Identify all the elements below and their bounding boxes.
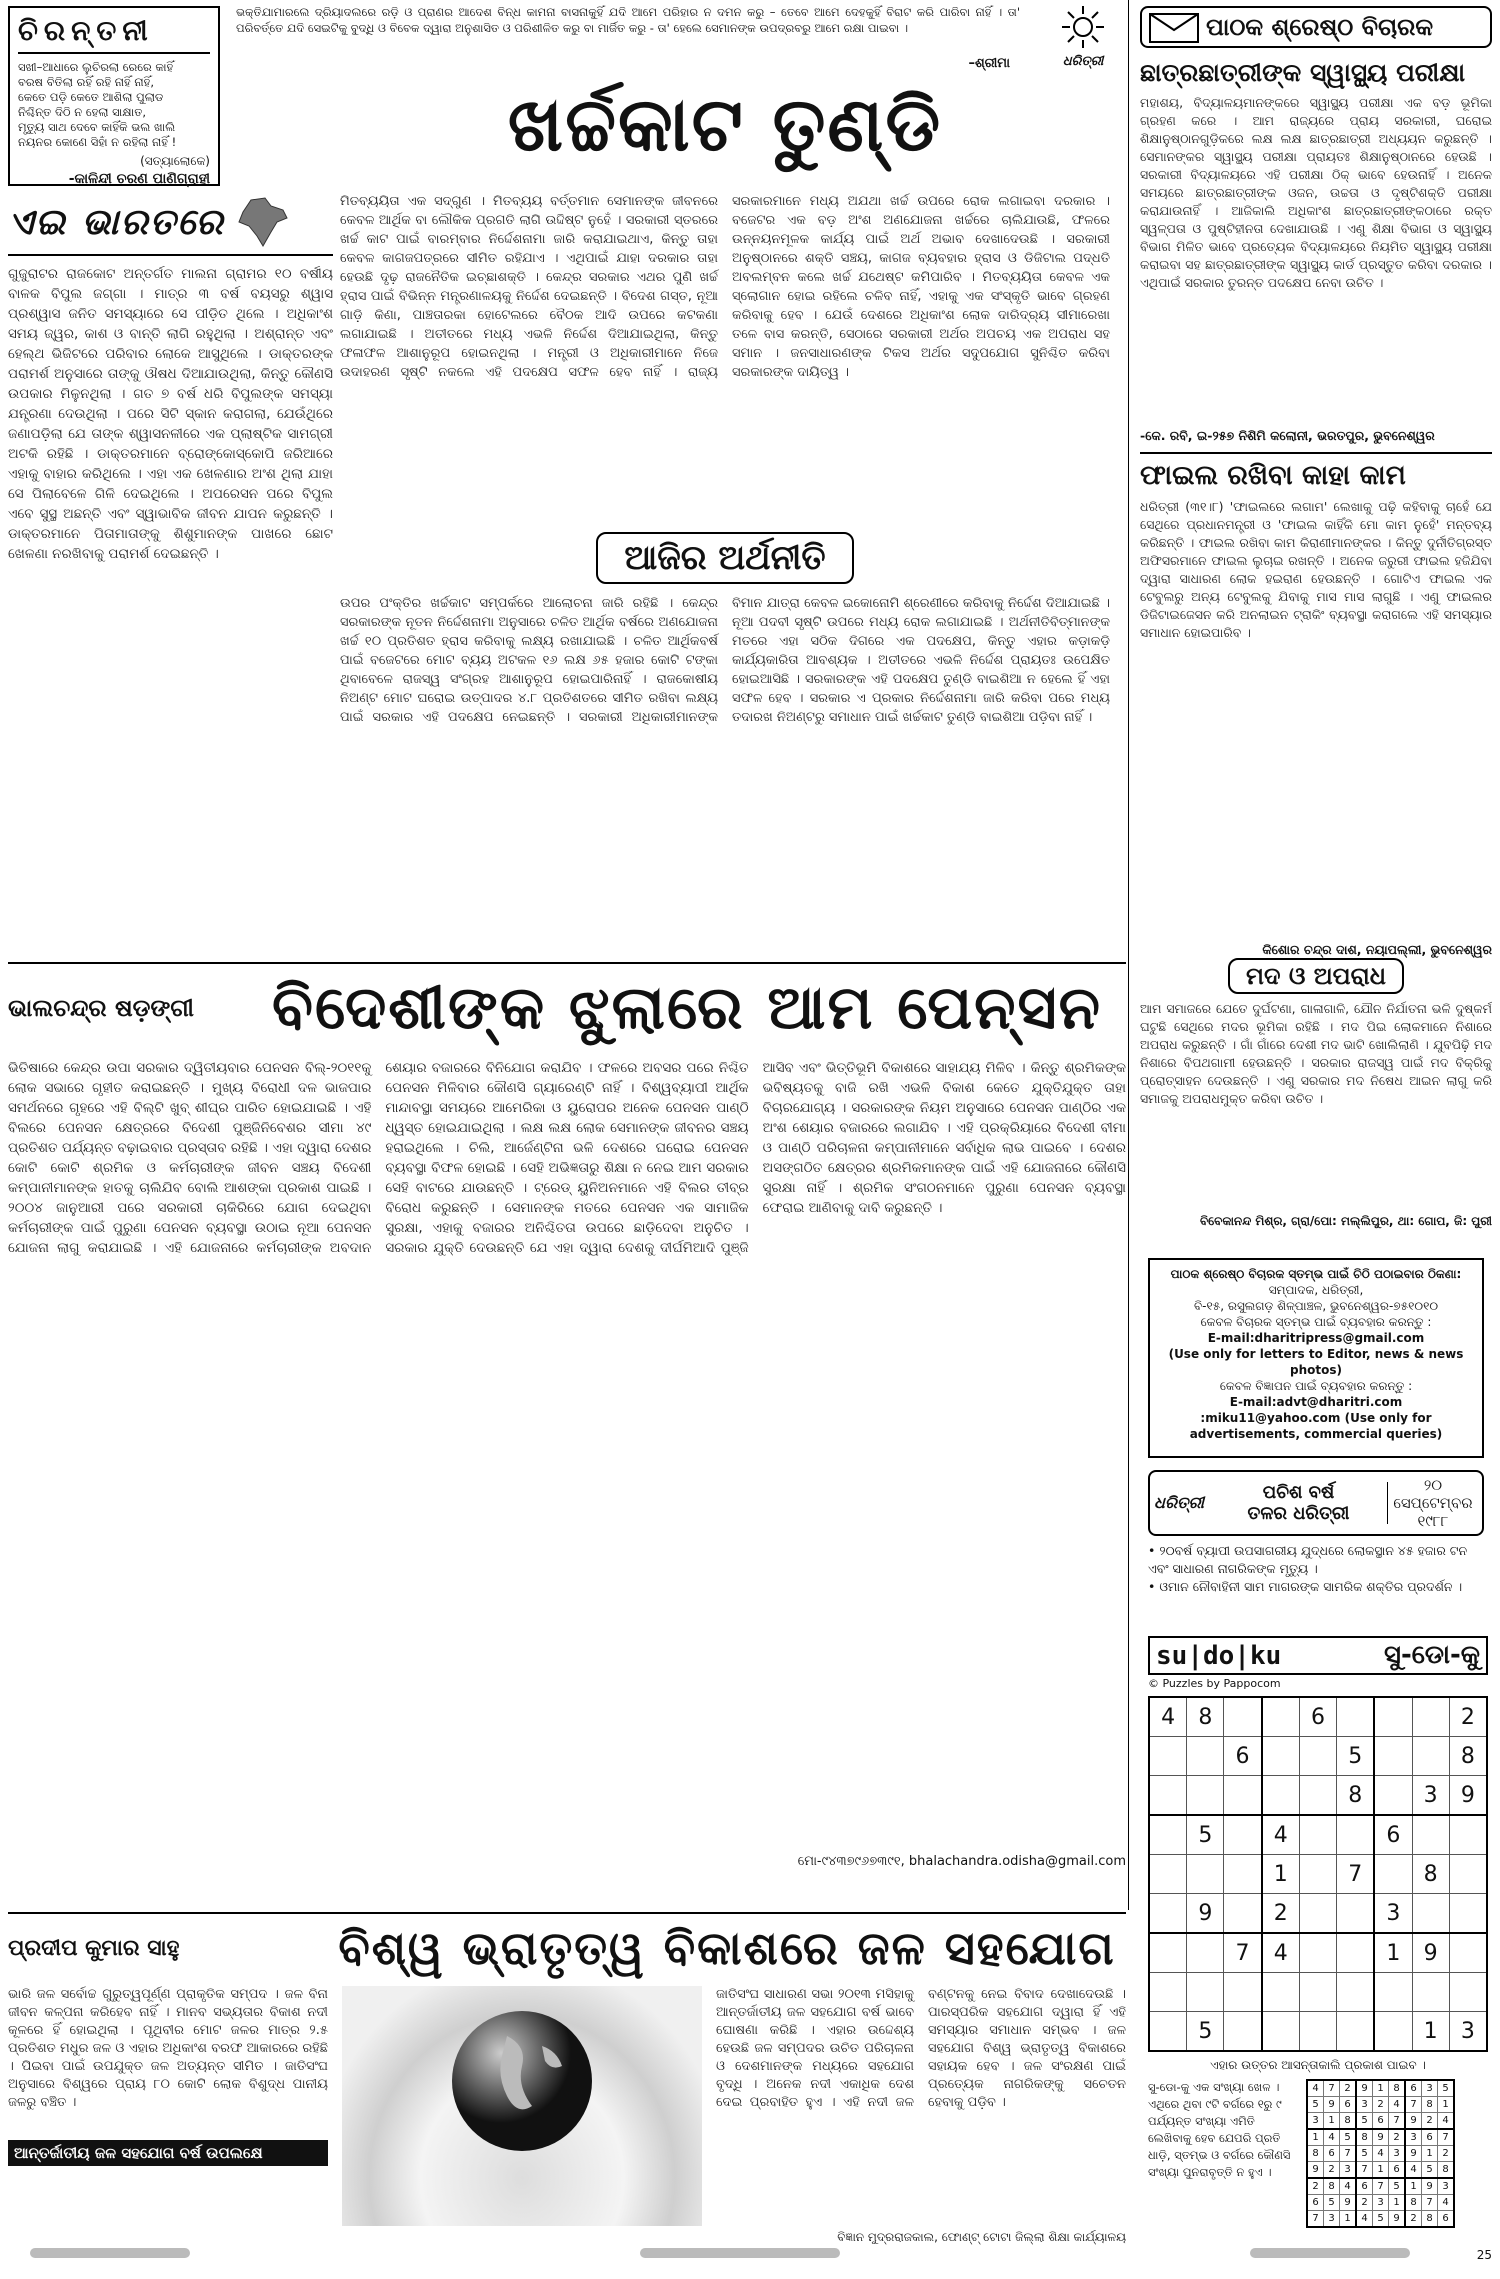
sudoku-answer-cell: 7 [1438,2129,1455,2146]
sudoku-answer-cell: 5 [1438,2080,1455,2097]
sudoku-previous-answer [1306,2079,1455,2228]
sudoku-answer-cell: 1 [1373,2162,1389,2179]
sudoku-answer-cell: 8 [1405,2195,1422,2211]
top-quote-box [236,4,1020,74]
sudoku-answer-cell: 3 [1340,2162,1357,2179]
sudoku-cell[interactable]: 3 [1449,2012,1487,2052]
water-headline: ବିଶ୍ୱ ଭ୍ରାତୃତ୍ୱ ବିକାଶରେ ଜଳ ସହଯୋଗ [338,1921,1116,1975]
sudoku-answer-cell: 2 [1356,2195,1373,2211]
letter3-section [1140,958,1492,1248]
sudoku-cell[interactable] [1224,1973,1262,2012]
sudoku-cell[interactable]: 7 [1337,1855,1375,1894]
sudoku-answer-cell: 6 [1389,2162,1406,2179]
economics-body: ଉପର ପଂକ୍ତିର ଖର୍ଚ୍ଚକାଟ ସମ୍ପର୍କରେ ଆଲୋଚନା ଜାରି ରହିଛି । କେନ୍ଦ୍ର ସରକାରଙ୍କ ନୂତନ ନିର୍ଦ୍ଦେଶନାମା ଅନୁସାରେ ଚଳିତ ଆର୍ଥିକ ବର୍ଷରେ ଅଣଯୋଜନା ଖର୍ଚ୍ଚ ୧୦ ପ୍ରତିଶତ ହ୍ରାସ କରିବାକୁ ଲକ୍ଷ୍ୟ ରଖାଯାଇଛି । ଚଳିତ ଆର୍ଥିକବର୍ଷ ପାଇଁ ବଜେଟରେ ମୋଟ ବ୍ୟୟ ଅଟକଳ ୧୬ ଲକ୍ଷ ୬୫ ହଜାର କୋଟି ଟଙ୍କା ଥିବାବେଳେ ରାଜସ୍ୱ ସଂଗ୍ରହ ଆଶାନୁରୂପ ହୋଇପାରିନାହିଁ । ରାଜକୋଷୀୟ ନିଅଣ୍ଟ ମୋଟ ଘରୋଇ ଉତ୍ପାଦର ୪.୮ ପ୍ରତିଶତରେ ସୀମିତ ରଖିବା ଲକ୍ଷ୍ୟ ପାଇଁ ସରକାର ଏହି ପଦକ୍ଷେପ ନେଇଛନ୍ତି । ସରକାରୀ ଅଧିକାରୀମାନଙ୍କ ବିମାନ ଯାତ୍ରା କେବଳ ଇକୋନୋମି ଶ୍ରେଣୀରେ କରିବାକୁ ନିର୍ଦ୍ଦେଶ ଦିଆଯାଇଛି । ନୂଆ ପଦବୀ ସୃଷ୍ଟି ଉପରେ ମଧ୍ୟ ରୋକ ଲଗାଯାଇଛି । ଅର୍ଥନୀତିବିତ୍ମାନଙ୍କ ମତରେ ଏହା ସଠିକ ଦିଗରେ ଏକ ପଦକ୍ଷେପ, କିନ୍ତୁ ଏହାର କଡ଼ାକଡ଼ି କାର୍ଯ୍ୟକାରିତା ଆବଶ୍ୟକ । ଅତୀତରେ ଏଭଳି ନିର୍ଦ୍ଦେଶ ପ୍ରାୟତଃ ଉପେକ୍ଷିତ ହୋଇଆସିଛି । ସରକାରଙ୍କ ଏହି ପଦକ୍ଷେପ ତୁଣ୍ଡି ବାଇଶିଆ ନ ହେଲେ ହିଁ ଏହା ସଫଳ ହେବ । ସରକାର ଏ ପ୍ରକାର ନିର୍ଦ୍ଦେଶନାମା ଜାରି କରିବା ପରେ ମଧ୍ୟ ତଦାରଖ ନିଅଣ୍ଟରୁ ସମାଧାନ ପାଇଁ ଖର୍ଚ୍ଚକାଟ ତୁଣ୍ଡି ବାଇଶିଆ ପଡ଼ିବା ନାହିଁ । [340,596,1110,725]
sudoku-answer-cell: 4 [1324,2129,1340,2146]
sudoku-answer-cell: 7 [1405,2097,1422,2113]
sudoku-cell[interactable] [1412,1737,1449,1776]
sudoku-cell[interactable] [1299,1815,1336,1855]
sudoku-cell[interactable]: 5 [1337,1737,1375,1776]
sudoku-logo: su|do|ku [1156,1640,1282,1671]
sudoku-answer-cell: 3 [1438,2178,1455,2195]
sudoku-cell[interactable] [1149,1894,1187,1934]
sudoku-answer-cell: 8 [1389,2080,1406,2097]
sudoku-cell[interactable]: 1 [1412,2012,1449,2052]
sudoku-cell[interactable] [1149,1855,1187,1894]
sudoku-answer-cell: 4 [1438,2113,1455,2130]
twentyfive-years-section [1148,1470,1484,1630]
sudoku-answer-cell: 4 [1389,2097,1406,2113]
sudoku-answer-cell: 1 [1405,2178,1422,2195]
reader-title: ପାଠକ ଶ୍ରେଷ୍ଠ ବିଚାରକ [1206,13,1434,41]
sudoku-answer-cell: 9 [1340,2195,1357,2211]
sudoku-answer-cell: 1 [1389,2195,1406,2211]
sudoku-cell[interactable] [1299,1776,1336,1816]
sudoku-answer-cell: 3 [1356,2097,1373,2113]
water-subhead: ଆନ୍ତର୍ଜାତୀୟ ଜଳ ସହଯୋଗ ବର୍ଷ ଉପଲକ୍ଷେ [8,2140,328,2166]
email-advt-link[interactable]: E-mail:advt@dharitri.com [1229,1395,1403,1409]
letter3-author: ବିବେକାନନ୍ଦ ମିଶ୍ର, ଗ୍ରା/ପୋ: ମଲ୍ଲିପୁର, ଥା: ଗୋପ, ଜି: ପୁରୀ [1199,1214,1492,1228]
sudoku-cell[interactable] [1187,1973,1224,2012]
sudoku-answer-cell: 8 [1307,2146,1324,2162]
water-body-left: ଭାରି ଜଳ ସର୍ବୋଚ୍ଚ ଗୁରୁତ୍ୱପୂର୍ଣ୍ଣ ପ୍ରାକୃତିକ ସମ୍ପଦ । ଜଳ ବିନା ଜୀବନ କଳ୍ପନା କରିହେବ ନାହିଁ । ମାନବ ସଭ୍ୟତାର ବିକାଶ ନଦୀ କୂଳରେ ହିଁ ହୋଇଥିଲା । ପୃଥିବୀର ମୋଟ ଜଳର ମାତ୍ର ୨.୫ ପ୍ରତିଶତ ମଧୁର ଜଳ ଓ ଏହାର ଅଧିକାଂଶ ବରଫ ଆକାରରେ ରହିଛି । ପିଇବା ପାଇଁ ଉପଯୁକ୍ତ ଜଳ ଅତ୍ୟନ୍ତ ସୀମିତ । ଜାତିସଂଘ ଅନୁସାରେ ବିଶ୍ୱରେ ପ୍ରାୟ ୮୦ କୋଟି ଲୋକ ବିଶୁଦ୍ଧ ପାନୀୟ ଜଳରୁ ବଞ୍ଚିତ । [8,1987,328,2110]
sudoku-cell[interactable] [1337,1697,1375,1737]
letter1-author: -କେ. ରବି, ଇ-୨୫୭ ନିଶିମି କଲୋନୀ, ଭରତପୁର, ଭୁବନେଶ୍ୱର [1140,428,1435,443]
email-editor-link[interactable]: E-mail:dharitripress@gmail.com [1207,1331,1425,1345]
letter1-heading: ଛାତ୍ରଛାତ୍ରୀଙ୍କ ସ୍ୱାସ୍ଥ୍ୟ ପରୀକ୍ଷା [1140,58,1466,87]
top-quote-author: –ଶ୍ରୀମା [968,56,1010,71]
sudoku-answer-cell: 2 [1324,2162,1340,2179]
sudoku-cell[interactable] [1374,1973,1412,2012]
sudoku-answer-cell: 2 [1307,2178,1324,2195]
letter2-heading: ଫାଇଲ ରଖିବା କାହା କାମ [1140,452,1492,492]
sudoku-answer-cell: 5 [1356,2146,1373,2162]
sudoku-credit: © Puzzles by Pappocom [1148,1677,1281,1690]
sudoku-answer-cell: 4 [1340,2178,1357,2195]
sudoku-answer-cell: 6 [1405,2080,1422,2097]
editorial-section [340,80,1110,960]
address-box [1148,1258,1484,1458]
sudoku-cell[interactable]: 6 [1374,1815,1412,1855]
sudoku-cell[interactable] [1412,1697,1449,1737]
sudoku-cell[interactable]: 4 [1262,1933,1300,1973]
sudoku-grid[interactable] [1148,1696,1488,2052]
sudoku-answer-cell: 8 [1422,2097,1438,2113]
sudoku-cell[interactable] [1149,1815,1187,1855]
sudoku-cell[interactable]: 4 [1149,1697,1187,1737]
sudoku-answer-cell: 5 [1307,2097,1324,2113]
sudoku-cell[interactable] [1262,1776,1300,1816]
twentyfive-logo: ଧରିତ୍ରୀ [1154,1493,1204,1512]
sudoku-answer-cell: 7 [1356,2162,1373,2179]
sudoku-cell[interactable] [1412,1894,1449,1934]
sudoku-answer-note: ଏହାର ଉତ୍ତର ଆସନ୍ତାକାଲି ପ୍ରକାଶ ପାଇବ । [1210,2058,1426,2072]
sudoku-answer-cell: 1 [1324,2113,1340,2130]
sudoku-cell[interactable]: 1 [1374,1933,1412,1973]
sudoku-answer-cell: 4 [1438,2195,1455,2211]
pension-body: ଭିତିଷାରେ କେନ୍ଦ୍ର ଉପା ସରକାର ଦ୍ୱିତୀୟବାର ପେନସନ ବିଲ୍-୨୦୧୧କୁ ଲୋକ ସଭାରେ ଗୃହୀତ କରାଇଛନ୍ତି । ମୁଖ୍ୟ ବିରୋଧୀ ଦଳ ଭାଜପାର ସମର୍ଥନରେ ଗୃହରେ ଏହି ବିଲ୍ଟି ଖୁବ୍ ଶୀଘ୍ର ପାରିତ ହୋଇଯାଇଛି । ଏହି ବିଲରେ ପେନସନ କ୍ଷେତ୍ରରେ ବିଦେଶୀ ପୁଞ୍ଜିନିବେଶର ସୀମା ୪୯ ପ୍ରତିଶତ ପର୍ଯ୍ୟନ୍ତ ବଢ଼ାଇବାର ପ୍ରସ୍ତାବ ରହିଛି । ଏହା ଦ୍ୱାରା ଦେଶର କୋଟି କୋଟି ଶ୍ରମିକ ଓ କର୍ମଚାରୀଙ୍କ ଜୀବନ ସଞ୍ଚୟ ବିଦେଶୀ କମ୍ପାନୀମାନଙ୍କ ହାତକୁ ଚାଲିଯିବ ବୋଲି ଆଶଙ୍କା ପ୍ରକାଶ ପାଇଛି । ୨୦୦୪ ଜାନୁଆରୀ ପରେ ସରକାରୀ ଚାକିରିରେ ଯୋଗ ଦେଇଥିବା କର୍ମଚାରୀଙ୍କ ପାଇଁ ପୁରୁଣା ପେନସନ ବ୍ୟବସ୍ଥା ଉଠାଇ ନୂଆ ପେନସନ ଯୋଜନା ଲାଗୁ କରାଯାଇଛି । ଏହି ଯୋଜନାରେ କର୍ମଚାରୀଙ୍କ ଅବଦାନ ଶେୟାର ବଜାରରେ ବିନିଯୋଗ କରାଯିବ । ଫଳରେ ଅବସର ପରେ ନିଶ୍ଚିତ ପେନସନ ମିଳିବାର କୌଣସି ଗ୍ୟାରେଣ୍ଟି ନାହିଁ । ବିଶ୍ୱବ୍ୟାପୀ ଆର୍ଥିକ ମାନ୍ଦାବସ୍ଥା ସମୟରେ ଆମେରିକା ଓ ୟୁରୋପର ଅନେକ ପେନସନ ପାଣ୍ଠି ଧ୍ୱସ୍ତ ହୋଇଯାଇଥିଲା । ଲକ୍ଷ ଲକ୍ଷ ଲୋକ ସେମାନଙ୍କ ଜୀବନର ସଞ୍ଚୟ ହରାଇଥିଲେ । ଚିଲି, ଆର୍ଜେଣ୍ଟିନା ଭଳି ଦେଶରେ ଘରୋଇ ପେନସନ ବ୍ୟବସ୍ଥା ବିଫଳ ହୋଇଛି । ସେହି ଅଭିଜ୍ଞତାରୁ ଶିକ୍ଷା ନ ନେଇ ଆମ ସରକାର ସେହି ବାଟରେ ଯାଉଛନ୍ତି । ଟ୍ରେଡ୍ ୟୁନିଅନମାନେ ଏହି ବିଲର ତୀବ୍ର ବିରୋଧ କରୁଛନ୍ତି । ସେମାନଙ୍କ ମତରେ ପେନସନ ଏକ ସାମାଜିକ ସୁରକ୍ଷା, ଏହାକୁ ବଜାରର ଅନିଶ୍ଚିତତା ଉପରେ ଛାଡ଼ିଦେବା ଅନୁଚିତ । ସରକାର ଯୁକ୍ତି ଦେଉଛନ୍ତି ଯେ ଏହା ଦ୍ୱାରା ଦେଶକୁ ଦୀର୍ଘମିଆଦି ପୁଞ୍ଜି ଆସିବ ଏବଂ ଭିତ୍ତିଭୂମି ବିକାଶରେ ସାହାଯ୍ୟ ମିଳିବ । କିନ୍ତୁ ଶ୍ରମିକଙ୍କ ଭବିଷ୍ୟତକୁ ବାଜି ରଖି ଏଭଳି ବିକାଶ କେତେ ଯୁକ୍ତିଯୁକ୍ତ ତାହା ବିଚାରଯୋଗ୍ୟ । ସରକାରଙ୍କ ନିୟମ ଅନୁସାରେ ପେନସନ ପାଣ୍ଠିର ଏକ ଅଂଶ ଶେୟାର ବଜାରରେ ଲଗାଯିବ । ଏହି ପ୍ରକ୍ରିୟାରେ ବିଦେଶୀ ବୀମା ଓ ପାଣ୍ଠି ପରିଚାଳନା କମ୍ପାନୀମାନେ ସର୍ବାଧିକ ଲାଭ ପାଇବେ । ଦେଶର ଅସଙ୍ଗଠିତ କ୍ଷେତ୍ରର ଶ୍ରମିକମାନଙ୍କ ପାଇଁ ଏହି ଯୋଜନାରେ କୌଣସି ସୁରକ୍ଷା ନାହିଁ । ଶ୍ରମିକ ସଂଗଠନମାନେ ପୁରୁଣା ପେନସନ ବ୍ୟବସ୍ଥା ଫେରାଇ ଆଣିବାକୁ ଦାବି କରୁଛନ୍ତି । [8,1060,1126,1256]
sudoku-cell[interactable]: 8 [1412,1855,1449,1894]
chirantani-poem: ସଖୀ–ଆଧାରେ ଲୁଚିରଲା ରେରେ କାହିଁ ବରଷ ବିତିଲା ରହିଁ ରହି ନାହିଁ ନାହିଁ, କେତେ ପଡ଼ି କେତେ ଆଶିଲା ପୁଲାଡ ନିଶ୍ଚିନ୍ତ ଦିଠି ନ ହେଲା ସାକ୍ଷାତ, ମୃତ୍ୟୁ ସାଥ ଦେବେ କାହିଁକି ଭଲ ଖାଲି ନୟନର କୋଣେ ସିହାଁ ନ ରହିଲା ନାହିଁ ! [18,60,177,149]
address-line1: ପାଠକ ଶ୍ରେଷ୍ଠ ବିଚାରକ ସ୍ତମ୍ଭ ପାଇଁ ଚିଠି ପଠାଇବାର ଠିକଣା: [1170,1267,1462,1281]
sudoku-cell[interactable]: 8 [1187,1697,1224,1737]
water-contact: ବିଜ୍ଞାନ ମୁଦ୍ରରାଜକାଲ, ଫୋଣ୍ଟ୍ ଟୋଟା ଜିଲ୍ଲା ଶିକ୍ଷା କାର୍ଯ୍ୟାଳୟ [837,2230,1126,2244]
sudoku-cell[interactable]: 8 [1337,1776,1375,1816]
letter1-body: ମହାଶୟ, ବିଦ୍ୟାଳୟମାନଙ୍କରେ ସ୍ୱାସ୍ଥ୍ୟ ପରୀକ୍ଷା ଏକ ବଡ଼ ଭୂମିକା ଗ୍ରହଣ କରେ । ଆମ ରାଜ୍ୟରେ ପ୍ରାୟ ସରକାରୀ, ଘରୋଇ ଶିକ୍ଷାନୁଷ୍ଠାନଗୁଡ଼ିକରେ ଲକ୍ଷ ଲକ୍ଷ ଛାତ୍ରଛାତ୍ରୀ ଅଧ୍ୟୟନ କରୁଛନ୍ତି । ସେମାନଙ୍କର ସ୍ୱାସ୍ଥ୍ୟ ପରୀକ୍ଷା ପ୍ରାୟତଃ ଶିକ୍ଷାନୁଷ୍ଠାନରେ ହେଉଛି । ସରକାରୀ ବିଦ୍ୟାଳୟରେ ଏହି ପରୀକ୍ଷା ଠିକ୍ ଭାବେ ହେଉନାହିଁ । ଅନେକ ସମୟରେ ଛାତ୍ରଛାତ୍ରୀଙ୍କ ଓଜନ, ଉଚ୍ଚତା ଓ ଦୃଷ୍ଟିଶକ୍ତି ପରୀକ୍ଷା କରାଯାଉନାହିଁ । ଆଜିକାଲି ଅଧିକାଂଶ ଛାତ୍ରଛାତ୍ରୀଙ୍କଠାରେ ରକ୍ତ ସ୍ୱଳ୍ପତା ଓ ପୁଷ୍ଟିହୀନତା ଦେଖାଯାଉଛି । ଏଣୁ ଶିକ୍ଷା ବିଭାଗ ଓ ସ୍ୱାସ୍ଥ୍ୟ ବିଭାଗ ମିଳିତ ଭାବେ ପ୍ରତ୍ୟେକ ବିଦ୍ୟାଳୟରେ ନିୟମିତ ସ୍ୱାସ୍ଥ୍ୟ ପରୀକ୍ଷା କରାଇବା ସହ ଛାତ୍ରଛାତ୍ରୀଙ୍କ ସ୍ୱାସ୍ଥ୍ୟ କାର୍ଡ ପ୍ରସ୍ତୁତ କରିବା ଦରକାର । ଏଥିପାଇଁ ସରକାର ତୁରନ୍ତ ପଦକ୍ଷେପ ନେବା ଉଚିତ । [1140,95,1492,290]
chirantani-title: ଚିରନ୍ତନୀ [18,14,210,54]
sudoku-answer-cell: 6 [1373,2113,1389,2130]
sudoku-cell[interactable] [1449,1815,1487,1855]
editorial-body: ମିତବ୍ୟୟିତା ଏକ ସଦ୍ଗୁଣ । ମିତବ୍ୟୟ ବର୍ତ୍ତମାନ ସେମାନଙ୍କ ଜୀବନରେ କେବଳ ଆର୍ଥିକ ବା ଲୌକିକ ପ୍ରଗତି ଲାଗି ଉଦ୍ଦିଷ୍ଟ ନୁହେଁ । ସରକାରୀ ସ୍ତରରେ ଖର୍ଚ୍ଚ କାଟ ପାଇଁ ବାରମ୍ବାର ନିର୍ଦ୍ଦେଶନାମା ଜାରି କରାଯାଇଥାଏ, କିନ୍ତୁ ତାହା କେବଳ କାଗଜପତ୍ରରେ ସୀମିତ ରହିଯାଏ । ଏଥିପାଇଁ ଯାହା ଦରକାର ତାହା ହେଉଛି ଦୃଢ଼ ରାଜନୈତିକ ଇଚ୍ଛାଶକ୍ତି । କେନ୍ଦ୍ର ସରକାର ଏଥର ପୁଣି ଖର୍ଚ୍ଚ ହ୍ରାସ ପାଇଁ ବିଭିନ୍ନ ମନ୍ତ୍ରଣାଳୟକୁ ନିର୍ଦ୍ଦେଶ ଦେଇଛନ୍ତି । ବିଦେଶ ଗସ୍ତ, ନୂଆ ଗାଡ଼ି କିଣା, ପାଞ୍ଚତାରକା ହୋଟେଲରେ ବୈଠକ ଆଦି ଉପରେ କଟକଣା ଲଗାଯାଇଛି । ଅତୀତରେ ମଧ୍ୟ ଏଭଳି ନିର୍ଦ୍ଦେଶ ଦିଆଯାଇଥିଲା, କିନ୍ତୁ ଫଳାଫଳ ଆଶାନୁରୂପ ହୋଇନଥିଲା । ମନ୍ତ୍ରୀ ଓ ଅଧିକାରୀମାନେ ନିଜେ ଉଦାହରଣ ସୃଷ୍ଟି ନକଲେ ଏହି ପଦକ୍ଷେପ ସଫଳ ହେବ ନାହିଁ । ରାଜ୍ୟ ସରକାରମାନେ ମଧ୍ୟ ଅଯଥା ଖର୍ଚ୍ଚ ଉପରେ ରୋକ ଲଗାଇବା ଦରକାର । ବଜେଟର ଏକ ବଡ଼ ଅଂଶ ଅଣଯୋଜନା ଖର୍ଚ୍ଚରେ ଚାଲିଯାଉଛି, ଫଳରେ ଉନ୍ନୟନମୂଳକ କାର୍ଯ୍ୟ ପାଇଁ ଅର୍ଥ ଅଭାବ ଦେଖାଦେଉଛି । ସରକାରୀ ଅନୁଷ୍ଠାନରେ ଶକ୍ତି ସଞ୍ଚୟ, କାଗଜ ବ୍ୟବହାର ହ୍ରାସ ଓ ଡିଜିଟାଲ ପଦ୍ଧତି ଅବଲମ୍ବନ କଲେ ଖର୍ଚ୍ଚ ଯଥେଷ୍ଟ କମିପାରିବ । ମିତବ୍ୟୟିତା କେବଳ ଏକ ସ୍ଲୋଗାନ ହୋଇ ରହିଲେ ଚଳିବ ନାହିଁ, ଏହାକୁ ଏକ ସଂସ୍କୃତି ଭାବେ ଗ୍ରହଣ କରିବାକୁ ହେବ । ଯେଉଁ ଦେଶରେ ଅଧିକାଂଶ ଲୋକ ଦାରିଦ୍ର୍ୟ ସୀମାରେଖା ତଳେ ବାସ କରନ୍ତି, ସେଠାରେ ସରକାରୀ ଅର୍ଥର ଅପଚୟ ଏକ ଅପରାଧ ସହ ସମାନ । ଜନସାଧାରଣଙ୍କ ଟିକସ ଅର୍ଥର ସଦୁପଯୋଗ ସୁନିଶ୍ଚିତ କରିବା ସରକାରଙ୍କ ଦାୟିତ୍ୱ । [340,194,1110,380]
sudoku-answer-cell: 3 [1324,2211,1340,2228]
sudoku-answer-cell: 9 [1389,2211,1406,2228]
sudoku-answer-cell: 9 [1307,2162,1324,2179]
sudoku-cell[interactable]: 6 [1224,1737,1262,1776]
globe-water-image [342,1986,702,2226]
sudoku-cell[interactable]: 4 [1262,1815,1300,1855]
editorial-headline: ଖର୍ଚ୍ଚକାଟ ତୁଣ୍ଡି [507,82,943,168]
sudoku-section [1148,1636,1488,2236]
sudoku-cell[interactable] [1374,1855,1412,1894]
sudoku-answer-cell: 9 [1373,2129,1389,2146]
email-advt-alt-link[interactable]: :miku11@yahoo.com (Use only for advertisements, commercial queries) [1189,1411,1443,1441]
sudoku-cell[interactable]: 1 [1262,1855,1300,1894]
water-author: ପ୍ରଦୀପ କୁମାର ସାହୁ [8,1935,180,1961]
sudoku-answer-cell: 3 [1389,2146,1406,2162]
sudoku-cell[interactable] [1224,2012,1262,2052]
sudoku-cell[interactable]: 5 [1187,1815,1224,1855]
sudoku-cell[interactable] [1299,1737,1336,1776]
sudoku-answer-cell: 8 [1438,2162,1455,2179]
sudoku-cell[interactable] [1449,1855,1487,1894]
sudoku-cell[interactable]: 9 [1187,1894,1224,1934]
sudoku-answer-cell: 5 [1422,2162,1438,2179]
footer-bar-mid [640,2248,840,2258]
pension-author: ଭାଲଚନ୍ଦ୍ର ଷଡ଼ଙ୍ଗୀ [8,994,194,1022]
address-line5: କେବଳ ବିଜ୍ଞାପନ ପାଇଁ ବ୍ୟବହାର କରନ୍ତୁ : [1219,1379,1413,1393]
sudoku-cell[interactable] [1299,1933,1336,1973]
sudoku-cell[interactable] [1299,1855,1336,1894]
sudoku-answer-cell: 8 [1340,2113,1357,2130]
footer-bar-right [1250,2248,1410,2258]
sudoku-cell[interactable] [1224,1894,1262,1934]
pension-section [8,968,1126,1908]
sudoku-cell[interactable] [1149,1973,1187,2012]
sudoku-answer-cell: 6 [1356,2178,1373,2195]
water-section [8,1918,1126,2258]
sudoku-cell[interactable] [1224,1815,1262,1855]
sudoku-answer-cell: 8 [1422,2211,1438,2228]
sudoku-cell[interactable] [1299,1894,1336,1934]
sudoku-answer-cell: 9 [1405,2146,1422,2162]
sudoku-cell[interactable] [1374,1737,1412,1776]
sudoku-cell[interactable] [1262,1697,1300,1737]
sudoku-cell[interactable] [1449,1894,1487,1934]
sudoku-cell[interactable]: 2 [1449,1697,1487,1737]
sudoku-answer-cell: 6 [1324,2146,1340,2162]
sudoku-answer-cell: 6 [1438,2211,1455,2228]
sudoku-cell[interactable] [1187,1855,1224,1894]
address-line2: ସମ୍ପାଦକ, ଧରିତ୍ରୀ, [1268,1283,1364,1297]
address-line3: ବି-୧୫, ରସୁଲଗଡ଼ ଶିଳ୍ପାଞ୍ଚଳ, ଭୁବନେଶ୍ୱର-୭୫୧୦୧୦ [1193,1299,1439,1313]
water-body-right: ଜାତିସଂଘ ସାଧାରଣ ସଭା ୨୦୧୩ ମସିହାକୁ ଆନ୍ତର୍ଜାତୀୟ ଜଳ ସହଯୋଗ ବର୍ଷ ଭାବେ ଘୋଷଣା କରିଛି । ଏହାର ଉଦ୍ଦେଶ୍ୟ ହେଉଛି ଜଳ ସମ୍ପଦର ଉଚିତ ପରିଚାଳନା ଓ ଦେଶମାନଙ୍କ ମଧ୍ୟରେ ସହଯୋଗ ବୃଦ୍ଧି । ଅନେକ ନଦୀ ଏକାଧିକ ଦେଶ ଦେଇ ପ୍ରବାହିତ ହୁଏ । ଏହି ନଦୀ ଜଳ ବଣ୍ଟନକୁ ନେଇ ବିବାଦ ଦେଖାଦେଉଛି । ପାରସ୍ପରିକ ସହଯୋଗ ଦ୍ୱାରା ହିଁ ଏହି ସମସ୍ୟାର ସମାଧାନ ସମ୍ଭବ । ଜଳ ସହଯୋଗ ବିଶ୍ୱ ଭ୍ରାତୃତ୍ୱ ବିକାଶରେ ସହାୟକ ହେବ । ଜଳ ସଂରକ୍ଷଣ ପାଇଁ ପ୍ରତ୍ୟେକ ନାଗରିକଙ୍କୁ ସଚେତନ ହେବାକୁ ପଡ଼ିବ । [716,1987,1126,2110]
sudoku-answer-cell: 2 [1373,2097,1389,2113]
sudoku-answer-cell: 4 [1307,2080,1324,2097]
footer-bar-left [30,2248,190,2258]
sudoku-answer-cell: 9 [1405,2113,1422,2130]
sudoku-answer-cell: 8 [1324,2178,1340,2195]
letter3-heading: ମଦ ଓ ଅପରାଧ [1228,958,1404,994]
sudoku-cell[interactable] [1337,1973,1375,2012]
sudoku-cell[interactable] [1449,1933,1487,1973]
sudoku-answer-cell: 2 [1405,2211,1422,2228]
sudoku-cell[interactable] [1374,1697,1412,1737]
sudoku-answer-cell: 9 [1356,2080,1373,2097]
sudoku-cell[interactable] [1337,1894,1375,1934]
sudoku-cell[interactable] [1149,1933,1187,1973]
masthead-logo-text: ଧରିତ୍ରୀ [1062,54,1104,69]
sudoku-answer-cell: 4 [1373,2146,1389,2162]
sudoku-answer-cell: 3 [1373,2195,1389,2211]
sudoku-answer-cell: 5 [1356,2113,1373,2130]
sudoku-answer-cell: 2 [1340,2080,1357,2097]
sudoku-cell[interactable] [1224,1776,1262,1816]
sudoku-cell[interactable] [1412,1815,1449,1855]
economics-title: ଆଜିର ଅର୍ଥନୀତି [596,532,853,584]
sudoku-cell[interactable] [1299,2012,1336,2052]
address-line4: କେବଳ ବିଚାରକ ସ୍ତମ୍ଭ ପାଇଁ ବ୍ୟବହାର କରନ୍ତୁ : [1200,1315,1432,1329]
bharat-body: ଗୁଜୁରାଟର ରାଜକୋଟ ଅନ୍ତର୍ଗତ ମାଲନା ଗ୍ରାମର ୧୦ ବର୍ଷୀୟ ବାଳକ ବିପୁଲ ଜଗ୍ଗା । ମାତ୍ର ୩ ବର୍ଷ ବୟସରୁ ଶ୍ୱାସ ପ୍ରଶ୍ୱାସ ଜନିତ ସମସ୍ୟାରେ ସେ ପୀଡ଼ିତ ଥିଲେ । ଅଧିକାଂଶ ସମୟ ଜ୍ୱର, କାଶ ଓ ବାନ୍ତି ଲାଗି ରହୁଥିଲା । ଅଶ୍ରାନ୍ତ ଏବଂ ହେଲ୍ଥ ଭିଜିଟରେ ପରିବାର ଲୋକେ ଆସୁଥିଲେ । ଡାକ୍ତରଙ୍କ ପରାମର୍ଶ ଅନୁସାରେ ତାଙ୍କୁ ଔଷଧ ଦିଆଯାଉଥିଲା, କିନ୍ତୁ କୌଣସି ଉପକାର ମିଳୁନଥିଲା । ଗତ ୭ ବର୍ଷ ଧରି ବିପୁଲଙ୍କ ସମସ୍ୟା ଯନ୍ତ୍ରଣା ଦେଉଥିଲା । ପରେ ସିଟି ସ୍କାନ କରାଗଲା, ଯେଉଁଥିରେ ଜଣାପଡ଼ିଲା ଯେ ତାଙ୍କ ଶ୍ୱାସନଳୀରେ ଏକ ପ୍ଲାଷ୍ଟିକ ସାମଗ୍ରୀ ଅଟକି ରହିଛି । ଡାକ୍ତରମାନେ ବ୍ରୋଙ୍କୋସ୍କୋପି ଜରିଆରେ ଏହାକୁ ବାହାର କରିଥିଲେ । ଏହା ଏକ ଖେଳଣାର ଅଂଶ ଥିଲା ଯାହା ସେ ପିଲାବେଳେ ଗିଳି ଦେଇଥିଲେ । ଅପରେସନ ପରେ ବିପୁଲ ଏବେ ସୁସ୍ଥ ଅଛନ୍ତି ଏବଂ ସ୍ୱାଭାବିକ ଜୀବନ ଯାପନ କରୁଛନ୍ତି । ଡାକ୍ତରମାନେ ପିତାମାତାଙ୍କୁ ଶିଶୁମାନଙ୍କ ପାଖରେ ଛୋଟ ଖେଳଣା ନରଖିବାକୁ ପରାମର୍ଶ ଦେଇଛନ୍ତି । [8,266,333,562]
sudoku-answer-cell: 5 [1389,2178,1406,2195]
sudoku-cell[interactable] [1337,2012,1375,2052]
sudoku-answer-cell: 1 [1422,2146,1438,2162]
pension-headline: ବିଦେଶୀଙ୍କ ଝୁଲାରେ ଆମ ପେନ୍‌ସନ [272,973,1102,1043]
sudoku-cell[interactable] [1262,1973,1300,2012]
chirantani-author: -କାଳିନ୍ଦୀ ଚରଣ ପାଣିଗ୍ରାହୀ [68,171,210,187]
sudoku-answer-cell: 6 [1422,2129,1438,2146]
sudoku-cell[interactable] [1337,1933,1375,1973]
email-editor-note: (Use only for letters to Editor, news & news photos) [1168,1347,1464,1377]
letter3-body: ଆମ ସମାଜରେ ଯେତେ ଦୁର୍ଘଟଣା, ଗାଳାଗାଳି, ଯୌନ ନିର୍ଯାତନା ଭଳି ଦୁଷ୍କର୍ମ ଘଟୁଛି ସେଥିରେ ମଦର ଭୂମିକା ରହିଛି । ମଦ ପିଇ ଲୋକମାନେ ନିଶାରେ ଅପରାଧ କରୁଛନ୍ତି । ଗାଁ ଗାଁରେ ଦେଶୀ ମଦ ଭାଟି ଖୋଲିଲାଣି । ଯୁବପିଢ଼ି ମଦ ନିଶାରେ ବିପଥଗାମୀ ହେଉଛନ୍ତି । ସରକାର ରାଜସ୍ୱ ପାଇଁ ମଦ ବିକ୍ରିକୁ ପ୍ରୋତ୍ସାହନ ଦେଉଛନ୍ତି । ଏଣୁ ସରକାର ମଦ ନିଷେଧ ଆଇନ ଲାଗୁ କରି ସମାଜକୁ ଅପରାଧମୁକ୍ତ କରିବା ଉଚିତ । [1140,1001,1492,1106]
sudoku-answer-cell: 7 [1307,2211,1324,2228]
twentyfive-item1: • ୨୦ବର୍ଷ ବ୍ୟାପୀ ଉପସାଗରୀୟ ଯୁଦ୍ଧରେ ଲୋକସ୍ଥାନ ୪୫ ହଜାର ଟନ ଏବଂ ସାଧାରଣ ନାଗରିକଙ୍କ ମୃତ୍ୟୁ । [1148,1543,1468,1576]
sudoku-cell[interactable] [1449,1973,1487,2012]
sudoku-answer-cell: 2 [1422,2113,1438,2130]
sudoku-cell[interactable] [1262,2012,1300,2052]
sudoku-cell[interactable] [1374,2012,1412,2052]
sudoku-cell[interactable] [1149,1776,1187,1816]
sudoku-answer-cell: 4 [1405,2162,1422,2179]
sun-emblem-icon [1060,4,1106,50]
twentyfive-date: ୨୦ ସେପ୍ଟେମ୍ବର ୧୯୮୮ [1393,1476,1473,1530]
sudoku-answer-cell: 9 [1324,2097,1340,2113]
top-quote-text: ଭକ୍ତିଯାମାରଲେ ଦ୍ରିୟାଦଲରେ ରଡ଼ି ଓ ପ୍ରାଣର ଆଦେଶ ବିନ୍ଧ କାମନା ବାସନାକୁହିଁ ଯଦି ଆମେ ପରିହାର ନ ଦମନ କରୁ – ତେବେ ଆମେ ଦେହକୁହିଁ ବିରାଟ କରି ପାରିବା ନାହିଁ । ତା' ପରିବର୍ତ୍ତେ ଯଦି ସେଇଟିକୁ ବୁଦ୍ଧି ଓ ବିବେକ ଦ୍ୱାରା ଅନୁଶାସିତ ଓ ପରିଶୀଳିତ କରୁ ବା ମାର୍ଜିତ କରୁ - ତା' ହେଲେ ସେମାନଙ୍କ ଉପଦ୍ରବରୁ ଆମେ ରକ୍ଷା ପାଇବା । [236,5,1020,35]
sudoku-answer-cell: 1 [1373,2080,1389,2097]
sudoku-cell[interactable] [1149,2012,1187,2052]
chirantani-source: (ସତ୍ୟାଲୋକେ) [140,154,210,168]
sudoku-cell[interactable] [1187,1737,1224,1776]
sudoku-cell[interactable] [1224,1697,1262,1737]
sudoku-cell[interactable] [1412,1973,1449,2012]
letter2-body: ଧରିତ୍ରୀ (୩୧।୮) 'ଫାଇଲରେ ଲଗାମ' ଲେଖାକୁ ପଢ଼ି କହିବାକୁ ଚାହେଁ ଯେ ସେଥିରେ ପ୍ରଧାନମନ୍ତ୍ରୀ ଓ 'ଫାଇଲ କାହିଁକି ମୋ କାମ ନୁହେଁ' ମନ୍ତବ୍ୟ କରିଛନ୍ତି । ଫାଇଲ ରଖିବା କାମ କିରାଣୀମାନଙ୍କର । କିନ୍ତୁ ଦୁର୍ନୀତିଗ୍ରସ୍ତ ଅଫିସରମାନେ ଫାଇଲ ଲୁଚାଇ ରଖନ୍ତି । ଅନେକ ଜରୁରୀ ଫାଇଲ ହଜିଯିବା ଦ୍ୱାରା ସାଧାରଣ ଲୋକ ହଇରାଣ ହେଉଛନ୍ତି । ଗୋଟିଏ ଫାଇଲ ଏକ ଟେବୁଲରୁ ଅନ୍ୟ ଟେବୁଲକୁ ଯିବାକୁ ମାସ ମାସ ଲାଗୁଛି । ଏଣୁ ଫାଇଲର ଡିଜିଟାଇଜେସନ କରି ଅନଲାଇନ ଟ୍ରାକିଂ ବ୍ୟବସ୍ଥା କରାଗଲେ ଏହି ସମସ୍ୟାର ସମାଧାନ ହୋଇପାରିବ । [1140,499,1492,640]
sudoku-answer-cell: 7 [1422,2195,1438,2211]
twentyfive-title1: ପଚିଶ ବର୍ଷ [1262,1482,1335,1503]
sudoku-cell[interactable] [1262,1737,1300,1776]
sudoku-answer-cell: 7 [1373,2178,1389,2195]
sudoku-cell[interactable]: 9 [1449,1776,1487,1816]
sudoku-answer-cell: 5 [1373,2211,1389,2228]
sudoku-odia-title: ସୁ-ଡୋ-କୁ [1384,1640,1480,1670]
masthead-logo [1028,4,1138,74]
sudoku-cell[interactable]: 3 [1374,1894,1412,1934]
sudoku-answer-cell: 8 [1356,2129,1373,2146]
sudoku-cell[interactable] [1299,1973,1336,2012]
sudoku-answer-cell: 7 [1340,2146,1357,2162]
sudoku-answer-cell: 7 [1389,2113,1406,2130]
sudoku-cell[interactable]: 5 [1187,2012,1224,2052]
letter2-author: କିଶୋର ଚନ୍ଦ୍ର ଦାଶ, ନୟାପଲ୍ଲୀ, ଭୁବନେଶ୍ୱର [1262,942,1492,957]
sudoku-cell[interactable]: 2 [1262,1894,1300,1934]
sudoku-cell[interactable] [1149,1737,1187,1776]
sudoku-answer-cell: 5 [1340,2129,1357,2146]
sudoku-answer-cell: 3 [1422,2080,1438,2097]
sudoku-answer-cell: 1 [1340,2211,1357,2228]
globe-icon [447,2006,597,2156]
sudoku-rules: ସୁ-ଡୋ-କୁ ଏକ ସଂଖ୍ୟା ଖେଳ । ଏଥିରେ ଥିବା ୯ଟି ବର୍ଗରେ ୧ରୁ ୯ ପର୍ଯ୍ୟନ୍ତ ସଂଖ୍ୟା ଏମିତି ଲେଖିବାକୁ ହେବ ଯେପରି ପ୍ରତି ଧାଡ଼ି, ସ୍ତମ୍ଭ ଓ ବର୍ଗରେ କୌଣସି ସଂଖ୍ୟା ପୁନରାବୃତ୍ତି ନ ହୁଏ । [1148,2080,1291,2179]
sudoku-answer-cell: 2 [1389,2129,1406,2146]
sudoku-answer-cell: 9 [1422,2178,1438,2195]
sudoku-answer-cell: 1 [1307,2129,1324,2146]
sudoku-cell[interactable]: 9 [1412,1933,1449,1973]
pension-contact[interactable]: ମୋ-୯୪୩୭୯୬୭୩୯୧, bhalachandra.odisha@gmail.com [797,1854,1126,1869]
chirantani-box [8,6,220,186]
page-number: 25 [1476,2248,1492,2262]
sudoku-answer-cell: 2 [1438,2146,1455,2162]
sudoku-answer-cell: 3 [1405,2129,1422,2146]
india-map-icon [231,196,291,250]
sudoku-answer-cell: 6 [1340,2097,1357,2113]
twentyfive-title2: ତଳର ଧରିତ୍ରୀ [1247,1503,1350,1524]
sudoku-cell[interactable]: 7 [1224,1933,1262,1973]
sudoku-cell[interactable] [1374,1776,1412,1816]
sudoku-cell[interactable]: 3 [1412,1776,1449,1816]
sudoku-cell[interactable] [1187,1776,1224,1816]
sudoku-answer-cell: 6 [1307,2195,1324,2211]
sudoku-answer-cell: 3 [1307,2113,1324,2130]
sudoku-cell[interactable] [1187,1933,1224,1973]
sudoku-cell[interactable] [1224,1855,1262,1894]
sudoku-cell[interactable] [1337,1815,1375,1855]
sudoku-answer-cell: 7 [1324,2080,1340,2097]
sudoku-answer-cell: 1 [1438,2097,1455,2113]
sudoku-cell[interactable]: 8 [1449,1737,1487,1776]
sudoku-answer-cell: 4 [1356,2211,1373,2228]
twentyfive-item2: • ଓମାନ ନୌବାହିନୀ ସାମ ମାଗରଙ୍କ ସାମରିକ ଶକ୍ତିର ପ୍ରଦର୍ଶନ । [1148,1579,1463,1594]
sudoku-cell[interactable]: 6 [1299,1697,1336,1737]
bharat-title: ଏଇ ଭାରତରେ [8,202,225,243]
sudoku-answer-cell: 5 [1324,2195,1340,2211]
bharat-section [8,196,333,956]
envelope-icon [1148,10,1200,44]
